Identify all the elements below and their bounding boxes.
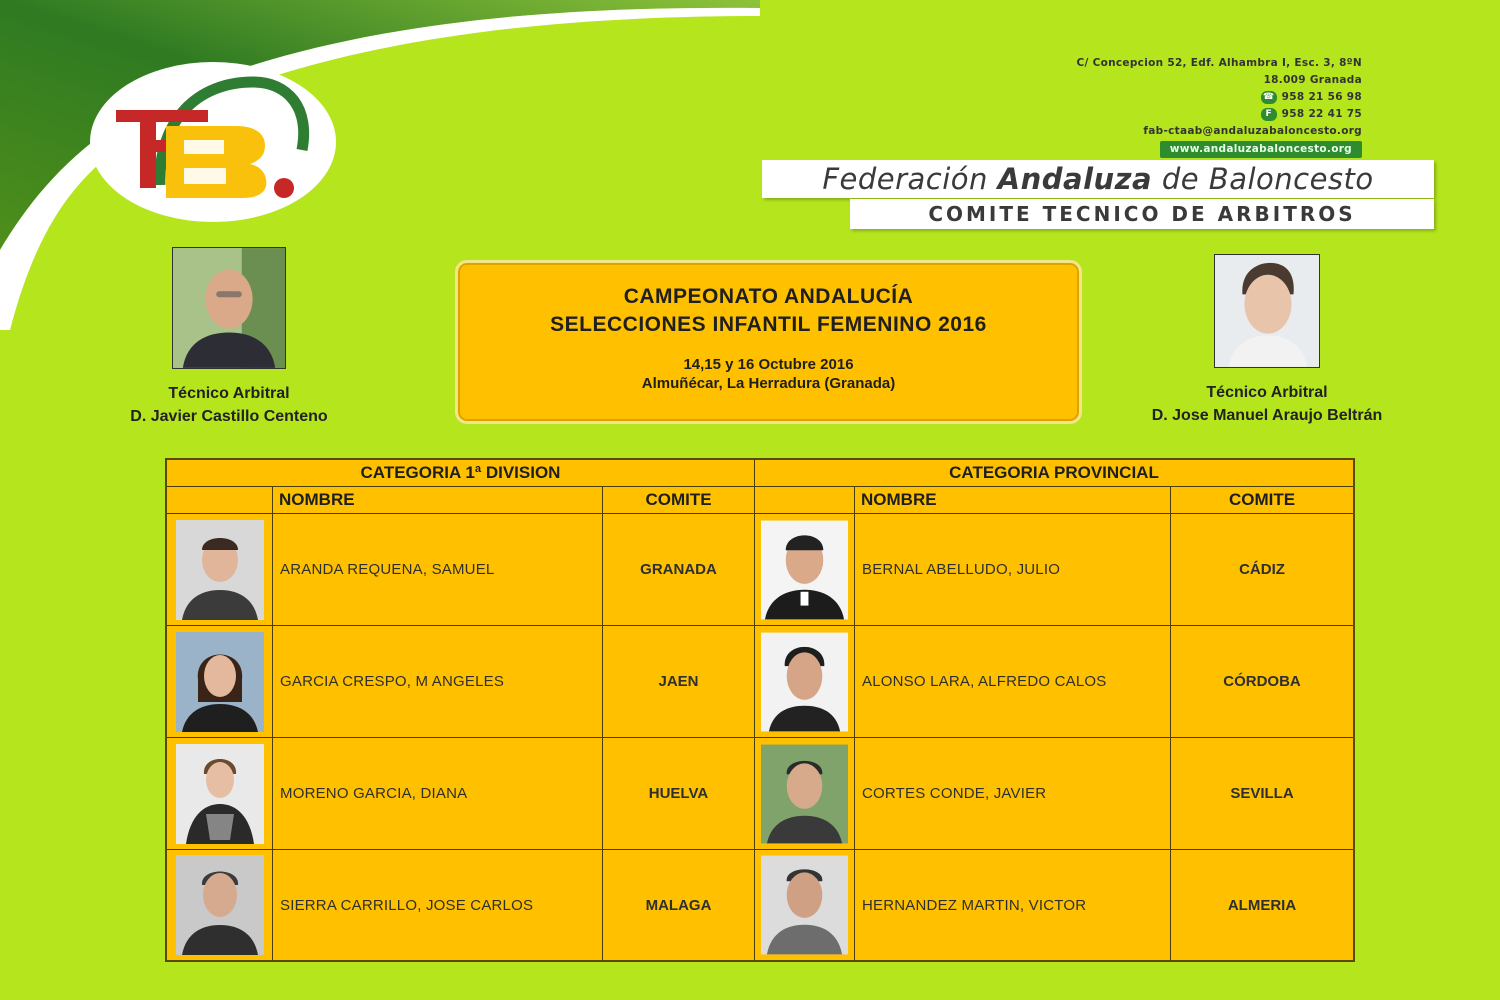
committee-title: COMITE TECNICO DE ARBITROS xyxy=(850,199,1434,229)
fax-line xyxy=(1077,106,1362,123)
committee-column-header: COMITE xyxy=(603,487,755,514)
category-header-right: CATEGORIA PROVINCIAL xyxy=(755,460,1353,487)
committee-column-header: COMITE xyxy=(1171,487,1353,514)
referee-committee: SEVILLA xyxy=(1171,738,1353,850)
referee-committee: CÁDIZ xyxy=(1171,514,1353,626)
technician-name: D. Javier Castillo Centeno xyxy=(130,408,328,425)
website-link[interactable]: www.andaluzabaloncesto.org xyxy=(1160,141,1362,158)
federation-name-suffix: de Baloncesto xyxy=(1161,162,1374,196)
referee-name: HERNANDEZ MARTIN, VICTOR xyxy=(855,850,1171,960)
phone: 958 21 56 98 xyxy=(1281,91,1362,103)
referee-committee: JAEN xyxy=(603,626,755,738)
referee-name: ALONSO LARA, ALFREDO CALOS xyxy=(855,626,1171,738)
federation-title xyxy=(762,160,1434,198)
technician-photo xyxy=(1214,254,1320,368)
technician-role: Técnico Arbitral xyxy=(1206,384,1328,401)
contact-block xyxy=(1077,55,1362,158)
technician-left xyxy=(100,247,358,428)
referee-photo xyxy=(167,626,273,738)
event-dates: 14,15 y 16 Octubre 2016 xyxy=(683,356,854,373)
referee-photo xyxy=(755,738,855,850)
phone-icon: ☎ xyxy=(1261,91,1277,104)
email[interactable]: fab-ctaab@andaluzabaloncesto.org xyxy=(1143,125,1362,137)
address: C/ Concepcion 52, Edf. Alhambra I, Esc. 3, 8ºN xyxy=(1076,57,1362,69)
referee-photo xyxy=(167,738,273,850)
fax: 958 22 41 75 xyxy=(1281,108,1362,120)
photo-column-header xyxy=(755,487,855,514)
technician-photo xyxy=(172,247,286,369)
referee-committee: GRANADA xyxy=(603,514,755,626)
federation-name-bold: Andaluza xyxy=(997,162,1153,196)
referee-photo xyxy=(167,514,273,626)
referee-name: GARCIA CRESPO, M ANGELES xyxy=(273,626,603,738)
photo-column-header xyxy=(167,487,273,514)
referee-committee: MALAGA xyxy=(603,850,755,960)
event-banner xyxy=(455,260,1082,424)
event-title: CAMPEONATO ANDALUCÍA xyxy=(623,285,914,308)
phone-line xyxy=(1077,89,1362,106)
name-column-header: NOMBRE xyxy=(273,487,603,514)
referees-table xyxy=(165,458,1355,962)
category-header-left: CATEGORIA 1ª DIVISION xyxy=(167,460,755,487)
technician-right xyxy=(1112,254,1422,427)
event-place: Almuñécar, La Herradura (Granada) xyxy=(641,375,896,392)
fab-logo xyxy=(88,60,338,225)
referee-name: ARANDA REQUENA, SAMUEL xyxy=(273,514,603,626)
referee-committee: HUELVA xyxy=(603,738,755,850)
technician-role: Técnico Arbitral xyxy=(168,385,290,402)
referee-photo xyxy=(167,850,273,960)
referee-committee: CÓRDOBA xyxy=(1171,626,1353,738)
technician-name: D. Jose Manuel Araujo Beltrán xyxy=(1151,407,1383,424)
referee-photo xyxy=(755,514,855,626)
city: 18.009 Granada xyxy=(1263,74,1362,86)
referee-photo xyxy=(755,626,855,738)
fax-icon: F xyxy=(1261,108,1277,121)
federation-name-prefix: Federación xyxy=(822,162,988,196)
referee-committee: ALMERIA xyxy=(1227,896,1297,914)
name-column-header: NOMBRE xyxy=(855,487,1171,514)
referee-name: BERNAL ABELLUDO, JULIO xyxy=(855,514,1171,626)
referee-photo xyxy=(755,850,855,960)
event-subtitle: SELECCIONES INFANTIL FEMENINO 2016 xyxy=(550,313,987,336)
referee-name: SIERRA CARRILLO, JOSE CARLOS xyxy=(273,850,603,960)
referee-name: CORTES CONDE, JAVIER xyxy=(855,738,1171,850)
referee-name: MORENO GARCIA, DIANA xyxy=(273,738,603,850)
